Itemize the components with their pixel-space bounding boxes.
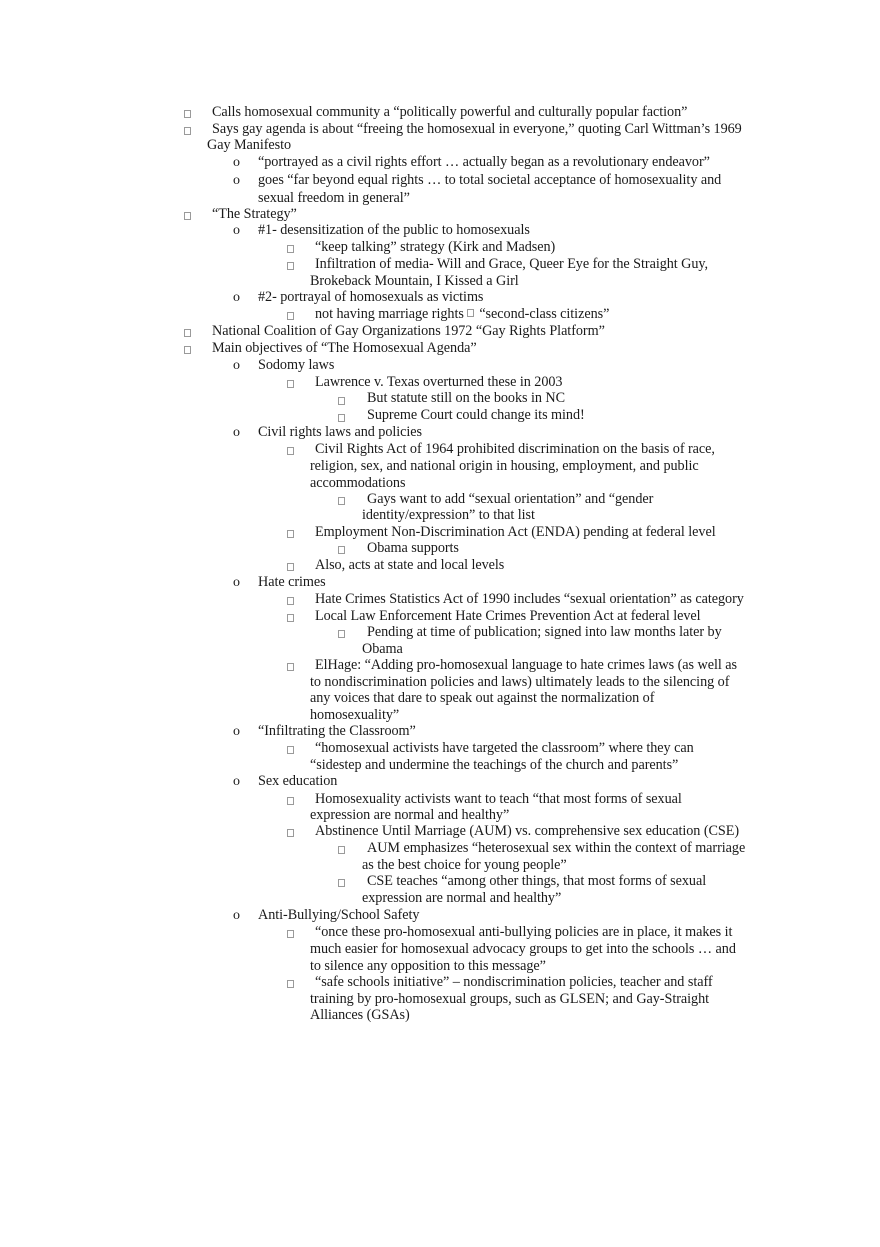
outline-item-continued: as the best choice for young people” [362, 857, 567, 873]
square-bullet-icon [287, 797, 294, 805]
outline-item: Obama supports [367, 540, 459, 556]
square-bullet-icon [287, 980, 294, 988]
square-bullet-icon [184, 212, 191, 220]
outline-item: “keep talking” strategy (Kirk and Madsen) [315, 239, 556, 255]
outline-item: #2- portrayal of homosexuals as victims [258, 289, 484, 305]
outline-item: “The Strategy” [212, 206, 297, 222]
outline-item: Anti-Bullying/School Safety [258, 907, 420, 923]
square-bullet-icon [287, 930, 294, 938]
outline-item-continued: homosexuality” [310, 707, 400, 723]
square-bullet-icon [287, 614, 294, 622]
outline-item: Sex education [258, 773, 338, 789]
outline-item-continued: training by pro-homosexual groups, such as GLSEN; and Gay-Straight [310, 991, 710, 1007]
outline-item: Also, acts at state and local levels [315, 557, 505, 573]
square-bullet-icon [287, 262, 294, 270]
square-bullet-icon [338, 846, 345, 854]
square-bullet-icon [184, 127, 191, 135]
sub-bullet-marker: o [233, 223, 240, 238]
outline-item [315, 306, 609, 323]
square-bullet-icon [287, 829, 294, 837]
square-bullet-icon [338, 630, 345, 638]
outline-item-continued: Obama [362, 641, 403, 657]
outline-item: Calls homosexual community a “politically powerful and culturally popular faction” [212, 104, 688, 120]
sub-bullet-marker: o [233, 358, 240, 373]
outline-item-continued: accommodations [310, 475, 406, 491]
outline-item: CSE teaches “among other things, that most forms of sexual [367, 873, 707, 889]
outline-item: Infiltration of media- Will and Grace, Queer Eye for the Straight Guy, [315, 256, 709, 272]
outline-item: National Coalition of Gay Organizations 1972 “Gay Rights Platform” [212, 323, 605, 339]
square-bullet-icon [338, 497, 345, 505]
outline-item-continued: Brokeback Mountain, I Kissed a Girl [310, 273, 519, 289]
outline-item: ElHage: “Adding pro-homosexual language to hate crimes laws (as well as [315, 657, 737, 673]
square-bullet-icon [338, 414, 345, 422]
square-bullet-icon [287, 312, 294, 320]
outline-item: Civil rights laws and policies [258, 424, 423, 440]
outline-item-continued: expression are normal and healthy” [310, 807, 510, 823]
outline-item: Hate Crimes Statistics Act of 1990 includes “sexual orientation” as category [315, 591, 744, 607]
outline-item-continued: any voices that dare to speak out against the normalization of [310, 690, 655, 706]
outline-item-continued: identity/expression” to that list [362, 507, 535, 523]
outline-text: “second-class citizens” [479, 306, 610, 322]
outline-item: Says gay agenda is about “freeing the homosexual in everyone,” quoting Carl Wittman’s 1969 [212, 121, 742, 137]
outline-item: goes “far beyond equal rights … to total societal acceptance of homosexuality and [258, 172, 722, 188]
square-bullet-icon [338, 397, 345, 405]
outline-item: Abstinence Until Marriage (AUM) vs. comprehensive sex education (CSE) [315, 823, 740, 839]
outline-item: Sodomy laws [258, 357, 335, 373]
sub-bullet-marker: o [233, 173, 240, 188]
square-bullet-icon [184, 346, 191, 354]
sub-bullet-marker: o [233, 724, 240, 739]
outline-item: Main objectives of “The Homosexual Agenda” [212, 340, 477, 356]
sub-bullet-marker: o [233, 575, 240, 590]
outline-item-continued: much easier for homosexual advocacy groups to get into the schools … and [310, 941, 736, 957]
outline-item: “once these pro-homosexual anti-bullying policies are in place, it makes it [315, 924, 733, 940]
sub-bullet-marker: o [233, 908, 240, 923]
outline-item-continued: to nondiscrimination policies and laws) ultimately leads to the silencing of [310, 674, 730, 690]
outline-item: Lawrence v. Texas overturned these in 2003 [315, 374, 563, 390]
outline-item-continued: expression are normal and healthy” [362, 890, 562, 906]
square-bullet-icon [184, 110, 191, 118]
outline-item: Homosexuality activists want to teach “that most forms of sexual [315, 791, 682, 807]
outline-item-continued: “sidestep and undermine the teachings of the church and parents” [310, 757, 679, 773]
square-bullet-icon [287, 563, 294, 571]
outline-item: “homosexual activists have targeted the classroom” where they can [315, 740, 694, 756]
outline-item: Gays want to add “sexual orientation” and “gender [367, 491, 654, 507]
square-bullet-icon [287, 530, 294, 538]
outline-item: Pending at time of publication; signed into law months later by [367, 624, 722, 640]
outline-item-continued: sexual freedom in general” [258, 190, 410, 206]
outline-item: “portrayed as a civil rights effort … actually began as a revolutionary endeavor” [258, 154, 710, 170]
square-bullet-icon [338, 546, 345, 554]
outline-item-continued: to silence any opposition to this message” [310, 958, 546, 974]
square-bullet-icon [287, 380, 294, 388]
sub-bullet-marker: o [233, 155, 240, 170]
outline-item: But statute still on the books in NC [367, 390, 566, 406]
arrow-placeholder-icon [467, 309, 474, 317]
sub-bullet-marker: o [233, 425, 240, 440]
square-bullet-icon [287, 746, 294, 754]
square-bullet-icon [184, 329, 191, 337]
outline-item: Supreme Court could change its mind! [367, 407, 585, 423]
outline-item-continued: religion, sex, and national origin in housing, employment, and public [310, 458, 699, 474]
outline-item: #1- desensitization of the public to homosexuals [258, 222, 530, 238]
sub-bullet-marker: o [233, 290, 240, 305]
square-bullet-icon [287, 447, 294, 455]
outline-item: Civil Rights Act of 1964 prohibited discrimination on the basis of race, [315, 441, 715, 457]
outline-text: not having marriage rights [315, 306, 464, 322]
outline-item: Hate crimes [258, 574, 326, 590]
sub-bullet-marker: o [233, 774, 240, 789]
square-bullet-icon [338, 879, 345, 887]
outline-item: AUM emphasizes “heterosexual sex within the context of marriage [367, 840, 746, 856]
outline-item-continued: Gay Manifesto [207, 137, 292, 153]
outline-item: “Infiltrating the Classroom” [258, 723, 416, 739]
outline-item: Local Law Enforcement Hate Crimes Prevention Act at federal level [315, 608, 701, 624]
outline-item-continued: Alliances (GSAs) [310, 1007, 410, 1023]
square-bullet-icon [287, 245, 294, 253]
square-bullet-icon [287, 597, 294, 605]
outline-item: Employment Non-Discrimination Act (ENDA) pending at federal level [315, 524, 716, 540]
square-bullet-icon [287, 663, 294, 671]
outline-item: “safe schools initiative” – nondiscrimination policies, teacher and staff [315, 974, 713, 990]
